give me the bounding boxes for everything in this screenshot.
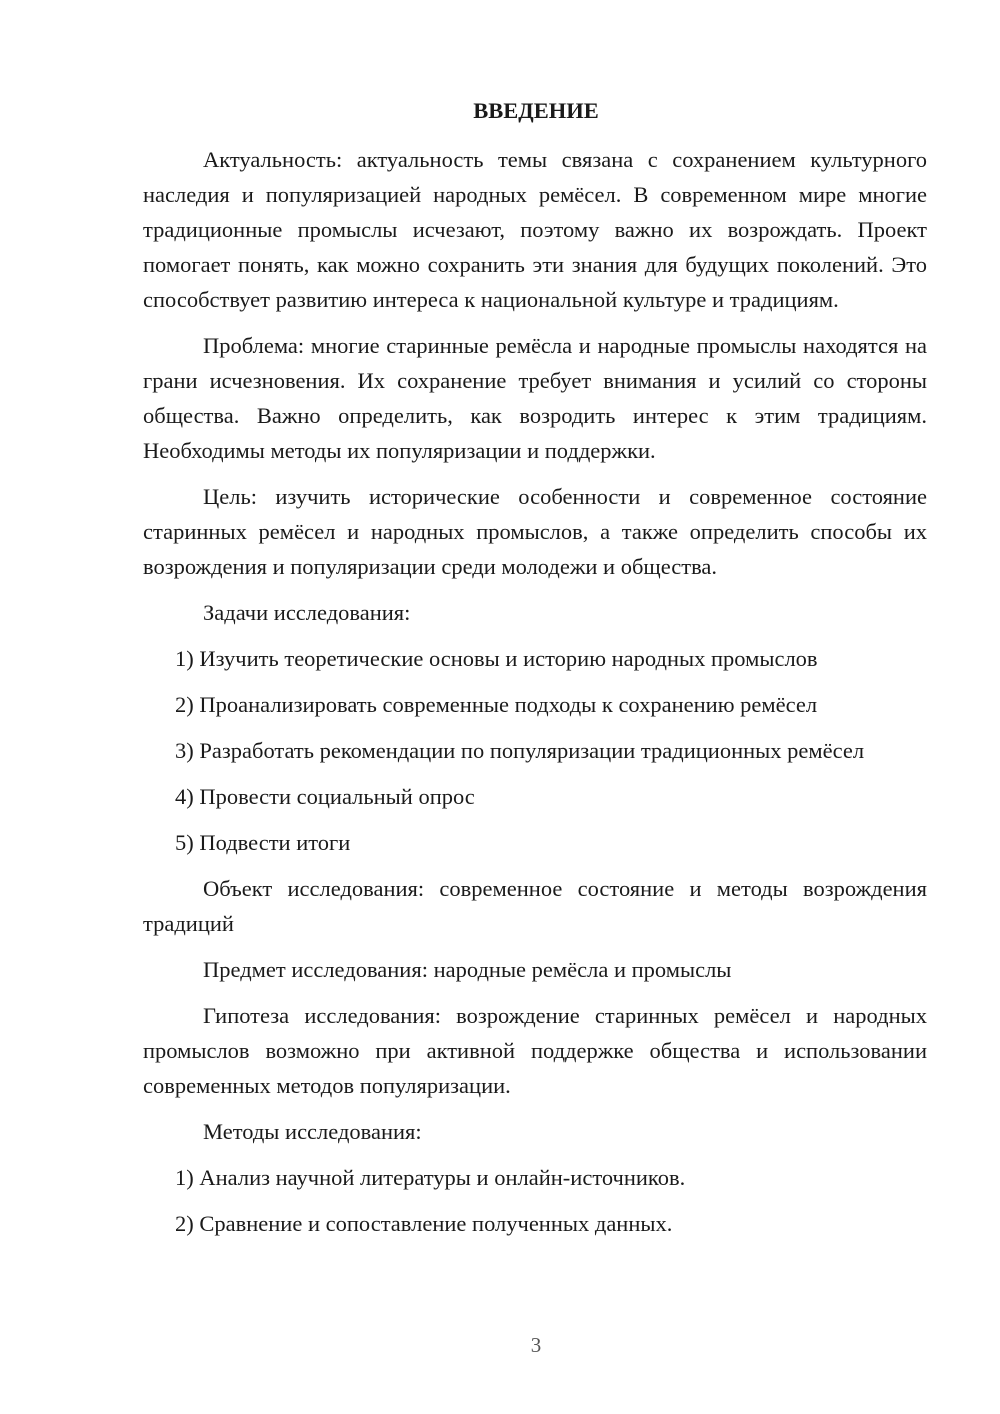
object-paragraph: Объект исследования: современное состояние и методы возрождения традиций [143,876,927,936]
task-item-1: 1) Изучить теоретические основы и историю народных промыслов [175,646,818,671]
goal-paragraph: Цель: изучить исторические особенности и современное состояние старинных ремёсел и народных промыслов, а также определить способы их возрождения и популяризации среди молодежи и общества. [143,484,927,579]
method-item-2: 2) Сравнение и сопоставление полученных данных. [175,1211,673,1236]
task-item-2: 2) Проанализировать современные подходы к сохранению ремёсел [175,692,818,717]
task-item-3: 3) Разработать рекомендации по популяризации традиционных ремёсел [175,738,865,763]
tasks-heading: Задачи исследования: [203,600,411,625]
problem-paragraph: Проблема: многие старинные ремёсла и народные промыслы находятся на грани исчезновения. Их сохранение требует внимания и усилий со стороны общества. Важно определить, как возродить интерес к этим традициям. Необходимы методы их популяризации и поддержки. [143,333,927,463]
section-title: ВВЕДЕНИЕ [473,98,599,123]
page-number: 3 [530,1333,542,1357]
method-item-1: 1) Анализ научной литературы и онлайн-источников. [175,1165,686,1190]
subject-paragraph: Предмет исследования: народные ремёсла и промыслы [203,957,732,982]
task-item-4: 4) Провести социальный опрос [175,784,475,809]
relevance-paragraph: Актуальность: актуальность темы связана с сохранением культурного наследия и популяризацией народных ремёсел. В современном мире многие традиционные промыслы исчезают, поэтому важно их возрождать. Проект помогает понять, как можно сохранить эти знания для будущих поколений. Это способствует развитию интереса к национальной культуре и традициям. [143,147,927,312]
methods-heading: Методы исследования: [203,1119,422,1144]
hypothesis-paragraph: Гипотеза исследования: возрождение старинных ремёсел и народных промыслов возможно при активной поддержке общества и использовании современных методов популяризации. [143,1003,927,1098]
page-content [143,96,927,1252]
task-item-5: 5) Подвести итоги [175,830,351,855]
